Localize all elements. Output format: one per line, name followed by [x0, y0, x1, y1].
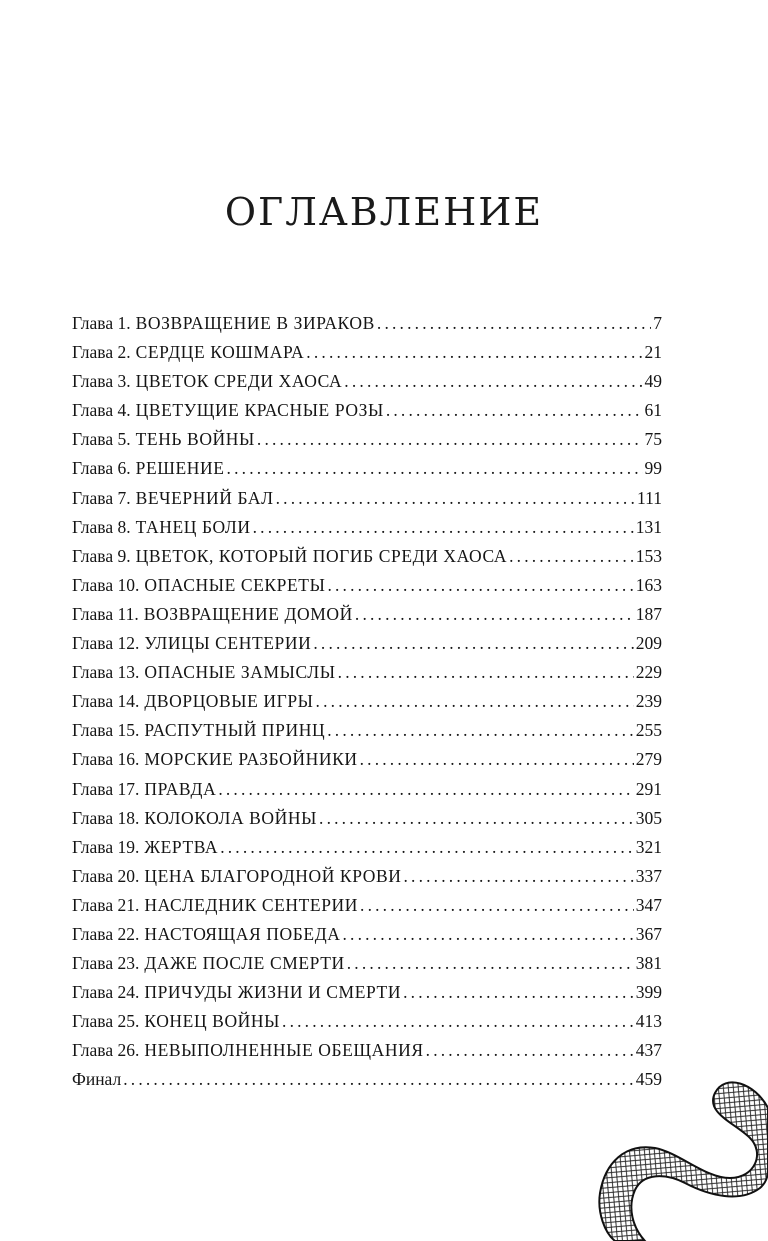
- toc-chapter-label: Глава 21.: [72, 894, 140, 915]
- toc-entry[interactable]: [72, 779, 662, 808]
- toc-page-number: 187: [635, 603, 662, 624]
- toc-page-number: 239: [635, 691, 662, 712]
- toc-chapter-title: НЕВЫПОЛНЕННЫЕ ОБЕЩАНИЯ: [144, 1040, 424, 1061]
- toc-entry[interactable]: [72, 1040, 662, 1069]
- toc-chapter-label: Глава 17.: [72, 778, 140, 799]
- toc-dot-leader: [123, 1069, 634, 1090]
- toc-dot-leader: [316, 691, 634, 712]
- toc-dot-leader: [276, 488, 635, 509]
- toc-chapter-label: Глава 12.: [72, 633, 140, 654]
- toc-chapter-title: ОПАСНЫЕ ЗАМЫСЛЫ: [144, 662, 336, 683]
- toc-entry[interactable]: [72, 546, 662, 575]
- toc-dot-leader: [220, 837, 634, 858]
- toc-page-number: 437: [635, 1040, 662, 1061]
- toc-chapter-title: МОРСКИЕ РАЗБОЙНИКИ: [144, 749, 358, 770]
- toc-chapter-title: ЦВЕТУЩИЕ КРАСНЫЕ РОЗЫ: [135, 400, 384, 421]
- toc-chapter-title: ЦВЕТОК СРЕДИ ХАОСА: [135, 371, 343, 392]
- toc-page-number: 229: [635, 662, 662, 683]
- toc-chapter-title: НАСЛЕДНИК СЕНТЕРИИ: [144, 894, 359, 915]
- toc-entry[interactable]: [72, 953, 662, 982]
- toc-chapter-title: УЛИЦЫ СЕНТЕРИИ: [144, 633, 312, 654]
- toc-chapter-label: Глава 13.: [72, 662, 140, 683]
- toc-dot-leader: [253, 517, 634, 538]
- toc-chapter-label: Глава 7.: [72, 487, 131, 508]
- toc-page-number: 255: [635, 720, 662, 741]
- toc-chapter-label: Глава 2.: [72, 342, 131, 363]
- toc-page-number: 111: [637, 487, 662, 508]
- toc-page-number: 209: [635, 633, 662, 654]
- toc-chapter-label: Глава 23.: [72, 953, 140, 974]
- toc-dot-leader: [342, 924, 633, 945]
- toc-dot-leader: [355, 604, 634, 625]
- toc-entry[interactable]: [72, 808, 662, 837]
- toc-chapter-title: ТЕНЬ ВОЙНЫ: [135, 429, 255, 450]
- toc-dot-leader: [344, 371, 642, 392]
- toc-entry[interactable]: [72, 604, 662, 633]
- toc-page-number: 61: [644, 400, 662, 421]
- toc-entry[interactable]: [72, 749, 662, 778]
- toc-entry[interactable]: [72, 633, 662, 662]
- toc-chapter-title: ПРИЧУДЫ ЖИЗНИ И СМЕРТИ: [144, 982, 402, 1003]
- toc-entry[interactable]: [72, 982, 662, 1011]
- toc-page-number: 99: [644, 458, 662, 479]
- toc-chapter-label: Финал: [72, 1069, 122, 1090]
- toc-dot-leader: [319, 808, 634, 829]
- toc-dot-leader: [426, 1040, 634, 1061]
- toc-entry[interactable]: [72, 342, 662, 371]
- toc-dot-leader: [403, 866, 633, 887]
- toc-chapter-title: ВОЗВРАЩЕНИЕ В ЗИРАКОВ: [135, 313, 375, 333]
- toc-chapter-title: СЕРДЦЕ КОШМАРА: [135, 342, 305, 363]
- toc-chapter-label: Глава 15.: [72, 720, 140, 741]
- toc-dot-leader: [403, 982, 634, 1003]
- toc-entry[interactable]: [72, 837, 662, 866]
- toc-entry[interactable]: [72, 1069, 662, 1098]
- toc-page-number: 347: [635, 894, 662, 915]
- toc-chapter-label: Глава 5.: [72, 429, 131, 450]
- toc-dot-leader: [360, 895, 634, 916]
- toc-chapter-label: Глава 8.: [72, 516, 131, 537]
- toc-chapter-title: ВЕЧЕРНИЙ БАЛ: [135, 487, 274, 508]
- toc-dot-leader: [282, 1011, 634, 1032]
- toc-entry[interactable]: [72, 1011, 662, 1040]
- toc-entry[interactable]: [72, 720, 662, 749]
- toc-entry[interactable]: [72, 429, 662, 458]
- toc-page-number: 75: [644, 429, 662, 450]
- toc-dot-leader: [313, 633, 633, 654]
- toc-dot-leader: [306, 342, 642, 363]
- toc-dot-leader: [338, 662, 634, 683]
- toc-dot-leader: [257, 429, 643, 450]
- toc-chapter-label: Глава 4.: [72, 400, 131, 421]
- toc-chapter-label: Глава 6.: [72, 458, 131, 479]
- toc-entry[interactable]: [72, 313, 662, 342]
- toc-chapter-title: ЦВЕТОК, КОТОРЫЙ ПОГИБ СРЕДИ ХАОСА: [135, 545, 508, 566]
- toc-chapter-label: Глава 3.: [72, 371, 131, 392]
- toc-entry[interactable]: [72, 371, 662, 400]
- toc-chapter-title: КОЛОКОЛА ВОЙНЫ: [144, 807, 318, 828]
- table-of-contents: [72, 313, 662, 1099]
- toc-chapter-title: КОНЕЦ ВОЙНЫ: [144, 1011, 281, 1032]
- toc-entry[interactable]: [72, 866, 662, 895]
- toc-dot-leader: [327, 720, 634, 741]
- toc-chapter-title: РЕШЕНИЕ: [135, 458, 225, 479]
- toc-dot-leader: [509, 546, 634, 567]
- toc-chapter-title: ЖЕРТВА: [144, 836, 219, 857]
- toc-page-number: 321: [635, 836, 662, 857]
- toc-page-number: 153: [635, 545, 662, 566]
- toc-dot-leader: [360, 749, 634, 770]
- toc-page-number: 291: [635, 778, 662, 799]
- toc-entry[interactable]: [72, 517, 662, 546]
- toc-page-number: 279: [635, 749, 662, 770]
- toc-dot-leader: [227, 458, 643, 479]
- toc-entry[interactable]: [72, 575, 662, 604]
- toc-entry[interactable]: [72, 691, 662, 720]
- toc-entry[interactable]: [72, 458, 662, 487]
- toc-chapter-title: ДВОРЦОВЫЕ ИГРЫ: [144, 691, 314, 712]
- toc-chapter-label: Глава 11.: [72, 603, 139, 624]
- toc-chapter-title: ДАЖЕ ПОСЛЕ СМЕРТИ: [144, 953, 345, 974]
- toc-chapter-title: ПРАВДА: [144, 778, 217, 799]
- page-title: ОГЛАВЛЕНИЕ: [224, 190, 544, 234]
- toc-dot-leader: [218, 779, 633, 800]
- toc-chapter-label: Глава 9.: [72, 545, 131, 566]
- toc-chapter-label: Глава 10.: [72, 574, 140, 595]
- toc-entry[interactable]: [72, 895, 662, 924]
- toc-chapter-title: ОПАСНЫЕ СЕКРЕТЫ: [144, 574, 326, 595]
- toc-dot-leader: [327, 575, 633, 596]
- toc-page-number: 337: [635, 865, 662, 886]
- toc-chapter-label: Глава 1.: [72, 313, 131, 333]
- toc-dot-leader: [347, 953, 634, 974]
- toc-chapter-label: Глава 25.: [72, 1011, 140, 1032]
- toc-page-number: 21: [644, 342, 662, 363]
- toc-chapter-label: Глава 19.: [72, 836, 140, 857]
- toc-page-number: 131: [635, 516, 662, 537]
- toc-entry[interactable]: [72, 488, 662, 517]
- toc-page-number: 7: [653, 313, 662, 333]
- toc-page-number: 459: [635, 1069, 662, 1090]
- toc-page-number: 305: [635, 807, 662, 828]
- toc-page-number: 381: [635, 953, 662, 974]
- toc-page-number: 163: [635, 574, 662, 595]
- toc-entry[interactable]: [72, 662, 662, 691]
- toc-chapter-label: Глава 22.: [72, 923, 140, 944]
- toc-page-number: 399: [635, 982, 662, 1003]
- toc-chapter-title: ЦЕНА БЛАГОРОДНОЙ КРОВИ: [144, 865, 402, 886]
- toc-chapter-title: ТАНЕЦ БОЛИ: [135, 516, 251, 537]
- toc-chapter-label: Глава 18.: [72, 807, 140, 828]
- toc-page-number: 413: [635, 1011, 662, 1032]
- toc-entry[interactable]: [72, 400, 662, 429]
- toc-chapter-label: Глава 14.: [72, 691, 140, 712]
- toc-dot-leader: [377, 313, 651, 334]
- toc-chapter-title: ВОЗВРАЩЕНИЕ ДОМОЙ: [143, 603, 353, 624]
- toc-page-number: 367: [635, 923, 662, 944]
- toc-chapter-title: РАСПУТНЫЙ ПРИНЦ: [144, 720, 326, 741]
- toc-entry[interactable]: [72, 924, 662, 953]
- toc-chapter-label: Глава 24.: [72, 982, 140, 1003]
- toc-chapter-title: НАСТОЯЩАЯ ПОБЕДА: [144, 923, 341, 944]
- toc-page-number: 49: [644, 371, 662, 392]
- toc-chapter-label: Глава 16.: [72, 749, 140, 770]
- toc-chapter-label: Глава 26.: [72, 1040, 140, 1061]
- toc-chapter-label: Глава 20.: [72, 865, 140, 886]
- toc-dot-leader: [386, 400, 643, 421]
- snake-illustration-icon: [585, 1068, 768, 1241]
